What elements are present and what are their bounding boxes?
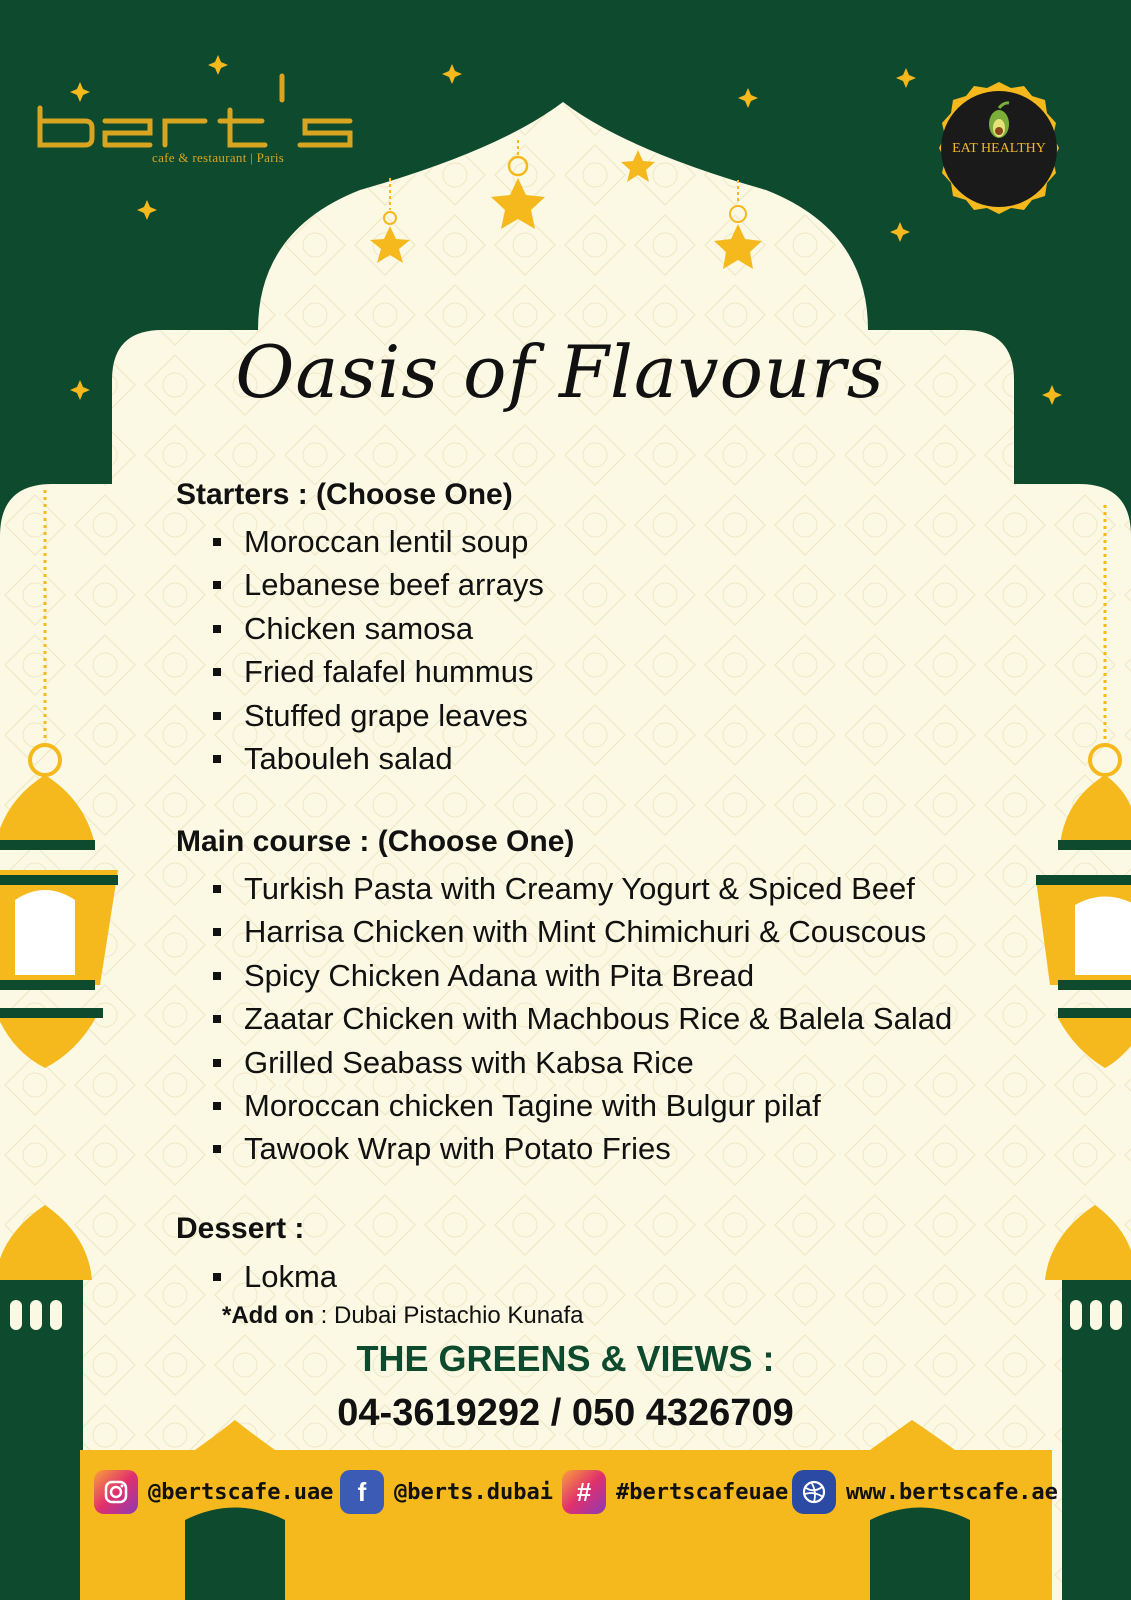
list-item: Stuffed grape leaves bbox=[176, 694, 544, 737]
menu-title: Oasis of Flavours bbox=[235, 330, 885, 414]
bullet-icon bbox=[213, 1059, 221, 1067]
facebook-icon: f bbox=[340, 1470, 384, 1514]
list-item: Spicy Chicken Adana with Pita Bread bbox=[176, 954, 952, 997]
list-item: Chicken samosa bbox=[176, 607, 544, 650]
bullet-icon bbox=[213, 1015, 221, 1023]
location-heading: THE GREENS & VIEWS : bbox=[356, 1338, 775, 1379]
dessert-list bbox=[176, 1255, 337, 1298]
bullet-icon bbox=[213, 1102, 221, 1110]
add-on-note: *Add on : Dubai Pistachio Kunafa bbox=[222, 1302, 584, 1329]
list-item: Tawook Wrap with Potato Fries bbox=[176, 1127, 952, 1170]
list-item: Zaatar Chicken with Machbous Rice & Balela Salad bbox=[176, 997, 952, 1040]
bullet-icon bbox=[213, 972, 221, 980]
eat-healthy-label: EAT HEALTHY bbox=[952, 141, 1046, 156]
bullet-icon bbox=[213, 1273, 221, 1281]
phone-numbers: 04-3619292 / 050 4326709 bbox=[337, 1392, 794, 1434]
instagram-link[interactable] bbox=[94, 1468, 333, 1516]
list-item: Moroccan lentil soup bbox=[176, 520, 544, 563]
list-item: Tabouleh salad bbox=[176, 737, 544, 780]
bullet-icon bbox=[213, 755, 221, 763]
instagram-handle: @bertscafe.uae bbox=[148, 1479, 334, 1505]
bullet-icon bbox=[213, 668, 221, 676]
list-item: Moroccan chicken Tagine with Bulgur pilaf bbox=[176, 1084, 952, 1127]
hashtag-icon: # bbox=[562, 1470, 606, 1514]
main-course-heading: Main course : (Choose One) bbox=[176, 825, 575, 858]
website-url: www.bertscafe.ae bbox=[846, 1479, 1058, 1505]
bullet-icon bbox=[213, 712, 221, 720]
starters-heading: Starters : (Choose One) bbox=[176, 478, 513, 511]
add-on-text: Dubai Pistachio Kunafa bbox=[334, 1302, 584, 1329]
main-course-list bbox=[176, 867, 952, 1171]
website-link[interactable] bbox=[792, 1468, 1058, 1516]
starters-list bbox=[176, 520, 544, 780]
bullet-icon bbox=[213, 538, 221, 546]
facebook-handle: @berts.dubai bbox=[394, 1479, 553, 1505]
list-item: Harrisa Chicken with Mint Chimichuri & Couscous bbox=[176, 910, 952, 953]
instagram-icon bbox=[94, 1470, 138, 1514]
bullet-icon bbox=[213, 928, 221, 936]
hashtag-handle: #bertscafeuae bbox=[616, 1479, 789, 1505]
facebook-link[interactable] bbox=[340, 1468, 553, 1516]
bullet-icon bbox=[213, 885, 221, 893]
bullet-icon bbox=[213, 1145, 221, 1153]
add-on-label: *Add on bbox=[222, 1302, 314, 1329]
list-item: Fried falafel hummus bbox=[176, 650, 544, 693]
globe-icon bbox=[792, 1470, 836, 1514]
hashtag-link[interactable] bbox=[562, 1468, 788, 1516]
list-item: Lebanese beef arrays bbox=[176, 563, 544, 606]
bullet-icon bbox=[213, 581, 221, 589]
brand-tagline: cafe & restaurant | Paris bbox=[152, 150, 285, 165]
list-item: Grilled Seabass with Kabsa Rice bbox=[176, 1041, 952, 1084]
bullet-icon bbox=[213, 625, 221, 633]
list-item: Turkish Pasta with Creamy Yogurt & Spiced Beef bbox=[176, 867, 952, 910]
list-item: Lokma bbox=[176, 1255, 337, 1298]
dessert-heading: Dessert : bbox=[176, 1212, 305, 1245]
